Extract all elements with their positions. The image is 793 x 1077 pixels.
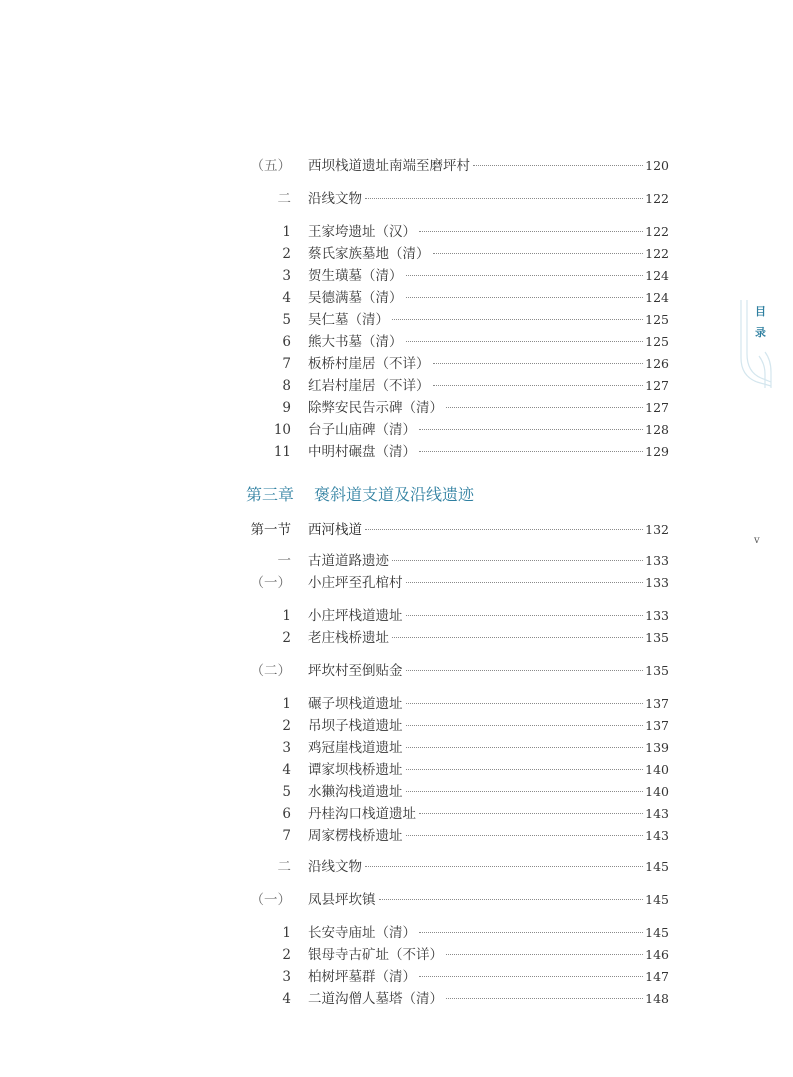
toc-entry-number: （一） bbox=[250, 892, 291, 908]
side-tab-char: 录 bbox=[755, 326, 766, 339]
toc-entry-title: 老庄栈桥遗址 bbox=[308, 630, 389, 646]
toc-entry-number: （一） bbox=[250, 575, 291, 591]
dot-leader bbox=[406, 275, 644, 276]
dot-leader bbox=[406, 670, 644, 671]
toc-entry-number: 1 bbox=[282, 696, 291, 712]
toc-entry-page: 137 bbox=[645, 696, 669, 711]
chapter-title: 褒斜道支道及沿线遗迹 bbox=[314, 485, 475, 504]
toc-entry-page: 147 bbox=[645, 969, 669, 984]
toc-entry-number: 3 bbox=[282, 969, 291, 985]
toc-entry[interactable] bbox=[0, 826, 793, 846]
toc-entry[interactable] bbox=[0, 354, 793, 374]
toc-entry-title: 坪坎村至倒贴金 bbox=[308, 663, 403, 679]
toc-entry-page: 140 bbox=[645, 762, 669, 777]
toc-entry-number: （二） bbox=[250, 663, 291, 679]
toc-entry-number: 二 bbox=[277, 859, 291, 875]
toc-entry-title: 西坝栈道遗址南端至磨坪村 bbox=[308, 158, 470, 174]
toc-entry[interactable] bbox=[0, 857, 793, 877]
toc-entry-title: 古道道路遗迹 bbox=[308, 553, 389, 569]
toc-entry[interactable] bbox=[0, 923, 793, 943]
toc-entry-number: 2 bbox=[282, 947, 291, 963]
toc-entry[interactable] bbox=[0, 716, 793, 736]
toc-entry-number: 1 bbox=[282, 925, 291, 941]
toc-entry-page: 125 bbox=[645, 334, 669, 349]
toc-entry-title: 熊大书墓（清） bbox=[308, 334, 403, 350]
dot-leader bbox=[419, 429, 643, 430]
dot-leader bbox=[446, 954, 643, 955]
dot-leader bbox=[406, 703, 644, 704]
dot-leader bbox=[406, 341, 644, 342]
dot-leader bbox=[406, 835, 644, 836]
toc-entry[interactable] bbox=[0, 156, 793, 176]
toc-entry-title: 西河栈道 bbox=[308, 522, 362, 538]
toc-entry[interactable] bbox=[0, 967, 793, 987]
toc-entry[interactable] bbox=[0, 244, 793, 264]
toc-entry[interactable] bbox=[0, 782, 793, 802]
toc-entry-title: 水獭沟栈道遗址 bbox=[308, 784, 403, 800]
toc-entry-page: 127 bbox=[645, 378, 669, 393]
dot-leader bbox=[406, 791, 644, 792]
toc-entry-title: 凤县坪坎镇 bbox=[308, 892, 376, 908]
dot-leader bbox=[473, 165, 643, 166]
toc-entry-page: 133 bbox=[645, 575, 669, 590]
toc-entry-title: 吊坝子栈道遗址 bbox=[308, 718, 403, 734]
chapter-heading[interactable] bbox=[246, 484, 494, 506]
toc-entry-title: 吴仁墓（清） bbox=[308, 312, 389, 328]
toc-entry-page: 143 bbox=[645, 806, 669, 821]
toc-entry-title: 贺生璜墓（清） bbox=[308, 268, 403, 284]
toc-entry-number: 1 bbox=[282, 224, 291, 240]
toc-entry-number: 2 bbox=[282, 630, 291, 646]
toc-entry-page: 145 bbox=[645, 892, 669, 907]
dot-leader bbox=[392, 319, 643, 320]
dot-leader bbox=[406, 747, 644, 748]
toc-entry-number: 2 bbox=[282, 718, 291, 734]
toc-entry-page: 140 bbox=[645, 784, 669, 799]
toc-entry[interactable] bbox=[0, 398, 793, 418]
dot-leader bbox=[419, 451, 643, 452]
dot-leader bbox=[365, 866, 643, 867]
toc-entry-number: 4 bbox=[282, 991, 291, 1007]
toc-entry-title: 柏树坪墓群（清） bbox=[308, 969, 416, 985]
toc-entry-number: （五） bbox=[250, 158, 291, 174]
dot-leader bbox=[433, 363, 644, 364]
page-number: v bbox=[754, 535, 760, 546]
toc-entry-page: 137 bbox=[645, 718, 669, 733]
toc-entry-page: 145 bbox=[645, 925, 669, 940]
toc-entry-title: 沿线文物 bbox=[308, 191, 362, 207]
toc-entry-number: 第一节 bbox=[250, 522, 291, 538]
dot-leader bbox=[406, 725, 644, 726]
toc-entry-page: 122 bbox=[645, 246, 669, 261]
toc-entry-page: 139 bbox=[645, 740, 669, 755]
toc-entry-number: 6 bbox=[282, 334, 291, 350]
toc-entry-title: 红岩村崖居（不详） bbox=[308, 378, 430, 394]
toc-entry[interactable] bbox=[0, 760, 793, 780]
dot-leader bbox=[392, 637, 643, 638]
toc-entry[interactable] bbox=[0, 551, 793, 571]
toc-entry-page: 124 bbox=[645, 268, 669, 283]
toc-entry-page: 129 bbox=[645, 444, 669, 459]
toc-entry[interactable] bbox=[0, 804, 793, 824]
toc-entry-title: 鸡冠崖栈道遗址 bbox=[308, 740, 403, 756]
toc-entry[interactable] bbox=[0, 266, 793, 286]
toc-entry[interactable] bbox=[0, 376, 793, 396]
toc-entry-number: 5 bbox=[282, 312, 291, 328]
toc-entry[interactable] bbox=[0, 288, 793, 308]
dot-leader bbox=[419, 976, 643, 977]
toc-entry[interactable] bbox=[0, 310, 793, 330]
toc-entry[interactable] bbox=[0, 989, 793, 1009]
toc-entry[interactable] bbox=[0, 520, 793, 540]
toc-entry-page: 148 bbox=[645, 991, 669, 1006]
toc-entry[interactable] bbox=[0, 945, 793, 965]
toc-entry[interactable] bbox=[0, 628, 793, 648]
toc-entry[interactable] bbox=[0, 332, 793, 352]
toc-entry-page: 133 bbox=[645, 553, 669, 568]
dot-leader bbox=[406, 582, 644, 583]
toc-entry-number: 8 bbox=[282, 378, 291, 394]
dot-leader bbox=[433, 253, 644, 254]
toc-entry-title: 碾子坝栈道遗址 bbox=[308, 696, 403, 712]
dot-leader bbox=[406, 297, 644, 298]
toc-entry-number: 4 bbox=[282, 290, 291, 306]
side-tab-char: 目 bbox=[755, 305, 766, 318]
chapter-label: 第三章 bbox=[246, 485, 295, 504]
toc-entry-number: 6 bbox=[282, 806, 291, 822]
dot-leader bbox=[446, 407, 643, 408]
toc-entry-number: 7 bbox=[282, 828, 291, 844]
dot-leader bbox=[419, 813, 643, 814]
dot-leader bbox=[419, 231, 643, 232]
toc-entry[interactable] bbox=[0, 661, 793, 681]
toc-entry-number: 4 bbox=[282, 762, 291, 778]
toc-entry-title: 王家垮遗址（汉） bbox=[308, 224, 416, 240]
toc-entry-page: 145 bbox=[645, 859, 669, 874]
toc-entry-page: 120 bbox=[645, 158, 669, 173]
toc-entry-title: 除弊安民告示碑（清） bbox=[308, 400, 443, 416]
toc-entry-title: 中明村碾盘（清） bbox=[308, 444, 416, 460]
toc-entry-number: 一 bbox=[277, 553, 291, 569]
dot-leader bbox=[365, 529, 643, 530]
dot-leader bbox=[406, 769, 644, 770]
toc-entry-title: 板桥村崖居（不详） bbox=[308, 356, 430, 372]
toc-entry-title: 小庄坪栈道遗址 bbox=[308, 608, 403, 624]
toc-entry[interactable] bbox=[0, 738, 793, 758]
toc-entry-page: 128 bbox=[645, 422, 669, 437]
toc-entry-page: 143 bbox=[645, 828, 669, 843]
toc-entry-page: 133 bbox=[645, 608, 669, 623]
toc-entry-number: 3 bbox=[282, 740, 291, 756]
toc-entry[interactable] bbox=[0, 694, 793, 714]
toc-entry-number: 10 bbox=[273, 422, 291, 438]
toc-entry-number: 2 bbox=[282, 246, 291, 262]
dot-leader bbox=[406, 615, 644, 616]
toc-entry-number: 1 bbox=[282, 608, 291, 624]
toc-entry[interactable] bbox=[0, 189, 793, 209]
toc-entry[interactable] bbox=[0, 442, 793, 462]
toc-entry-title: 二道沟僧人墓塔（清） bbox=[308, 991, 443, 1007]
toc-entry[interactable] bbox=[0, 573, 793, 593]
toc-entry-number: 5 bbox=[282, 784, 291, 800]
toc-entry-title: 蔡氏家族墓地（清） bbox=[308, 246, 430, 262]
dot-leader bbox=[392, 560, 643, 561]
toc-entry-page: 122 bbox=[645, 224, 669, 239]
toc-entry-page: 132 bbox=[645, 522, 669, 537]
toc-entry-title: 吴德满墓（清） bbox=[308, 290, 403, 306]
toc-entry-page: 146 bbox=[645, 947, 669, 962]
dot-leader bbox=[379, 899, 644, 900]
toc-entry-title: 谭家坝栈桥遗址 bbox=[308, 762, 403, 778]
toc-entry-title: 丹桂沟口栈道遗址 bbox=[308, 806, 416, 822]
toc-entry-title: 小庄坪至孔棺村 bbox=[308, 575, 403, 591]
toc-entry[interactable] bbox=[0, 890, 793, 910]
dot-leader bbox=[365, 198, 643, 199]
toc-entry-title: 银母寺古矿址（不详） bbox=[308, 947, 443, 963]
toc-entry-page: 126 bbox=[645, 356, 669, 371]
toc-entry-number: 9 bbox=[282, 400, 291, 416]
toc-entry-title: 沿线文物 bbox=[308, 859, 362, 875]
toc-entry-title: 长安寺庙址（清） bbox=[308, 925, 416, 941]
toc-entry-page: 125 bbox=[645, 312, 669, 327]
dot-leader bbox=[433, 385, 644, 386]
toc-entry[interactable] bbox=[0, 222, 793, 242]
toc-entry-page: 122 bbox=[645, 191, 669, 206]
toc-entry-title: 台子山庙碑（清） bbox=[308, 422, 416, 438]
contents-side-tab bbox=[737, 298, 777, 398]
toc-entry-number: 7 bbox=[282, 356, 291, 372]
toc-entry[interactable] bbox=[0, 606, 793, 626]
toc-entry-page: 124 bbox=[645, 290, 669, 305]
toc-entry-title: 周家楞栈桥遗址 bbox=[308, 828, 403, 844]
toc-entry-number: 3 bbox=[282, 268, 291, 284]
dot-leader bbox=[419, 932, 643, 933]
toc-entry[interactable] bbox=[0, 420, 793, 440]
toc-entry-page: 127 bbox=[645, 400, 669, 415]
toc-entry-number: 二 bbox=[277, 191, 291, 207]
toc-entry-number: 11 bbox=[273, 444, 291, 460]
dot-leader bbox=[446, 998, 643, 999]
toc-entry-page: 135 bbox=[645, 630, 669, 645]
toc-entry-page: 135 bbox=[645, 663, 669, 678]
